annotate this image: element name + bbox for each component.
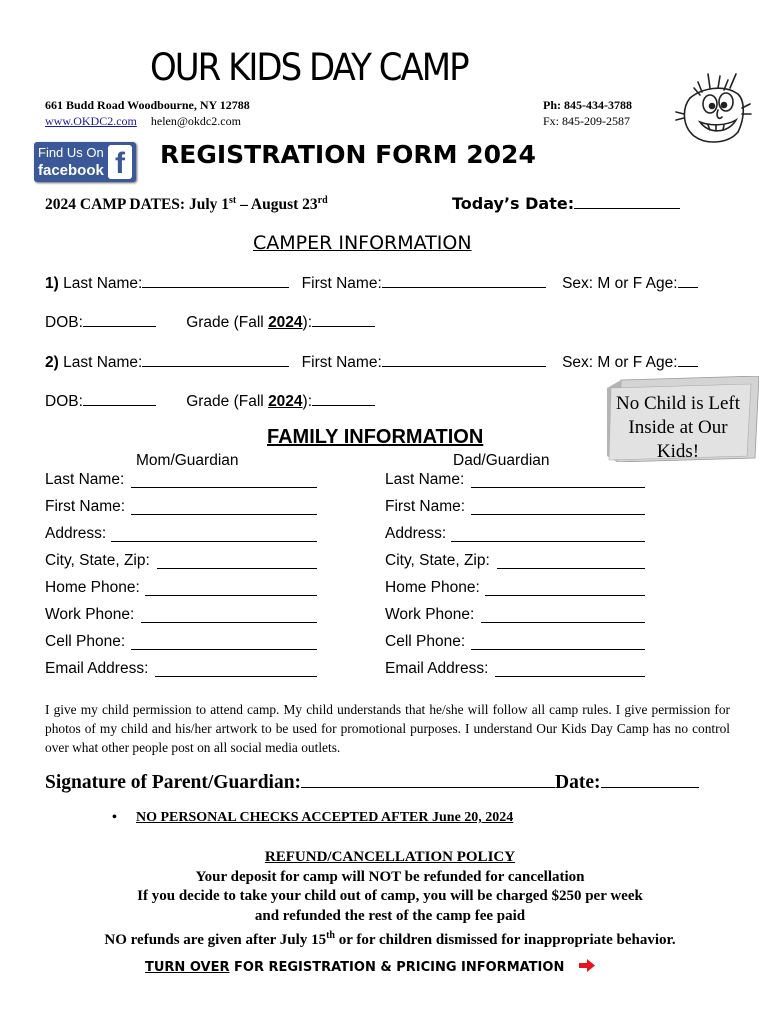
camper2-name-row: 2) Last Name: First Name: Sex: M or F Age: [45,351,698,372]
mom-guardian-heading: Mom/Guardian [136,452,239,469]
right-arrow-icon [579,959,595,972]
camper1-first-name-field[interactable] [382,272,546,288]
mom-city-field[interactable] [157,553,317,569]
dad-first-name-field[interactable] [471,499,645,515]
mom-home-phone-field[interactable] [145,580,317,596]
refund-line-1: Your deposit for camp will NOT be refunded for cancellation [195,868,585,885]
dad-city-field[interactable] [497,553,645,569]
facebook-wordmark: facebook [38,162,104,179]
todays-date-label: Today’s Date: [452,194,575,213]
dad-guardian-fields [385,471,490,687]
dad-guardian-heading: Dad/Guardian [453,452,550,469]
signature-row [45,768,699,794]
facebook-find-us: Find Us On [38,145,104,160]
camper1-dob-row: DOB: Grade (Fall 2024): [45,311,375,332]
camper1-dob-field[interactable] [83,311,156,327]
form-title: REGISTRATION FORM 2024 [160,140,536,169]
camper2-dob-field[interactable] [83,390,156,406]
dad-cell-phone-field[interactable] [471,634,645,650]
signature-label: Signature of Parent/Guardian: [45,772,302,793]
refund-line-3: and refunded the rest of the camp fee paid [254,907,526,924]
dad-last-name-row: Last Name: [385,471,490,498]
phone-number: Ph: 845-434-3788 [543,98,632,112]
signature-date-label: Date: [555,772,601,793]
todays-date-field[interactable] [452,193,680,213]
camp-address: 661 Budd Road Woodbourne, NY 12788 [45,98,250,112]
signature-field[interactable] [301,768,555,788]
mom-work-phone-row: Work Phone: [45,606,150,633]
website-link[interactable]: www.OKDC2.com [45,114,137,128]
dad-home-phone-row: Home Phone: [385,579,490,606]
camper1-last-name-field[interactable] [142,272,289,288]
slogan-text: No Child is Left Inside at Our Kids! [615,393,741,462]
camper1-grade-field[interactable] [312,311,375,327]
fax-number: Fx: 845-209-2587 [543,114,630,128]
camper-section-title: CAMPER INFORMATION [253,232,472,254]
camper2-dob-row: DOB: Grade (Fall 2024): [45,390,375,411]
dad-first-name-row: First Name: [385,498,490,525]
camper2-age-field[interactable] [678,351,698,367]
mom-first-name-row: First Name: [45,498,150,525]
camper1-name-row: 1) Last Name: First Name: Sex: M or F Age: [45,272,698,293]
contact-links [45,114,241,129]
family-section-title: FAMILY INFORMATION [267,426,484,448]
checks-notice-item [112,810,513,826]
dad-address-row: Address: [385,525,490,552]
mom-guardian-fields [45,471,150,687]
refund-line-4: NO refunds are given after July 15th or for children dismissed for inappropriate behavior. [104,930,676,948]
mom-email-row: Email Address: [45,660,150,687]
mom-work-phone-field[interactable] [141,607,317,623]
turn-over-label: TURN OVER [145,960,230,975]
mom-address-field[interactable] [111,526,317,542]
refund-policy [60,848,720,951]
dad-email-field[interactable] [495,661,645,677]
facebook-button[interactable] [34,142,136,182]
mom-address-row: Address: [45,525,150,552]
mom-city-row: City, State, Zip: [45,552,150,579]
mom-email-field[interactable] [155,661,317,677]
camper2-last-name-field[interactable] [142,351,289,367]
signature-date-field[interactable] [601,768,699,788]
dad-address-field[interactable] [451,526,645,542]
mom-home-phone-row: Home Phone: [45,579,150,606]
mom-last-name-row: Last Name: [45,471,150,498]
camper1-age-field[interactable] [678,272,698,288]
camp-dates: 2024 CAMP DATES: July 1st – August 23rd [45,195,328,214]
dad-work-phone-row: Work Phone: [385,606,490,633]
cartoon-face-icon [672,68,752,146]
mom-last-name-field[interactable] [131,472,317,488]
dad-home-phone-field[interactable] [485,580,645,596]
dad-last-name-field[interactable] [471,472,645,488]
refund-title: REFUND/CANCELLATION POLICY [264,849,516,865]
refund-line-2: If you decide to take your child out of camp, you will be charged $250 per week [137,888,643,904]
camp-name: OUR KIDS DAY CAMP [150,46,468,90]
dad-city-row: City, State, Zip: [385,552,490,579]
mom-cell-phone-field[interactable] [131,634,317,650]
turn-over-rest: FOR REGISTRATION & PRICING INFORMATION [229,960,565,975]
camper2-grade-field[interactable] [312,390,375,406]
facebook-icon: f [108,145,132,179]
turn-over-notice [145,959,595,975]
mom-first-name-field[interactable] [131,499,317,515]
dad-cell-phone-row: Cell Phone: [385,633,490,660]
mom-cell-phone-row: Cell Phone: [45,633,150,660]
dad-email-row: Email Address: [385,660,490,687]
dad-work-phone-field[interactable] [481,607,645,623]
camper2-first-name-field[interactable] [382,351,546,367]
email-address: helen@okdc2.com [150,114,241,128]
bullet-icon: • [112,810,117,825]
checks-notice: NO PERSONAL CHECKS ACCEPTED AFTER June 20, 2024 [136,810,514,825]
permission-statement: I give my child permission to attend camp. My child understands that he/she will follow all camp rules. I give permission for photos of my child and his/her artwork to be used for promotional purposes. I understand Our Kids Day Camp has no control over what other people post on all social media outlets. [45,702,730,755]
